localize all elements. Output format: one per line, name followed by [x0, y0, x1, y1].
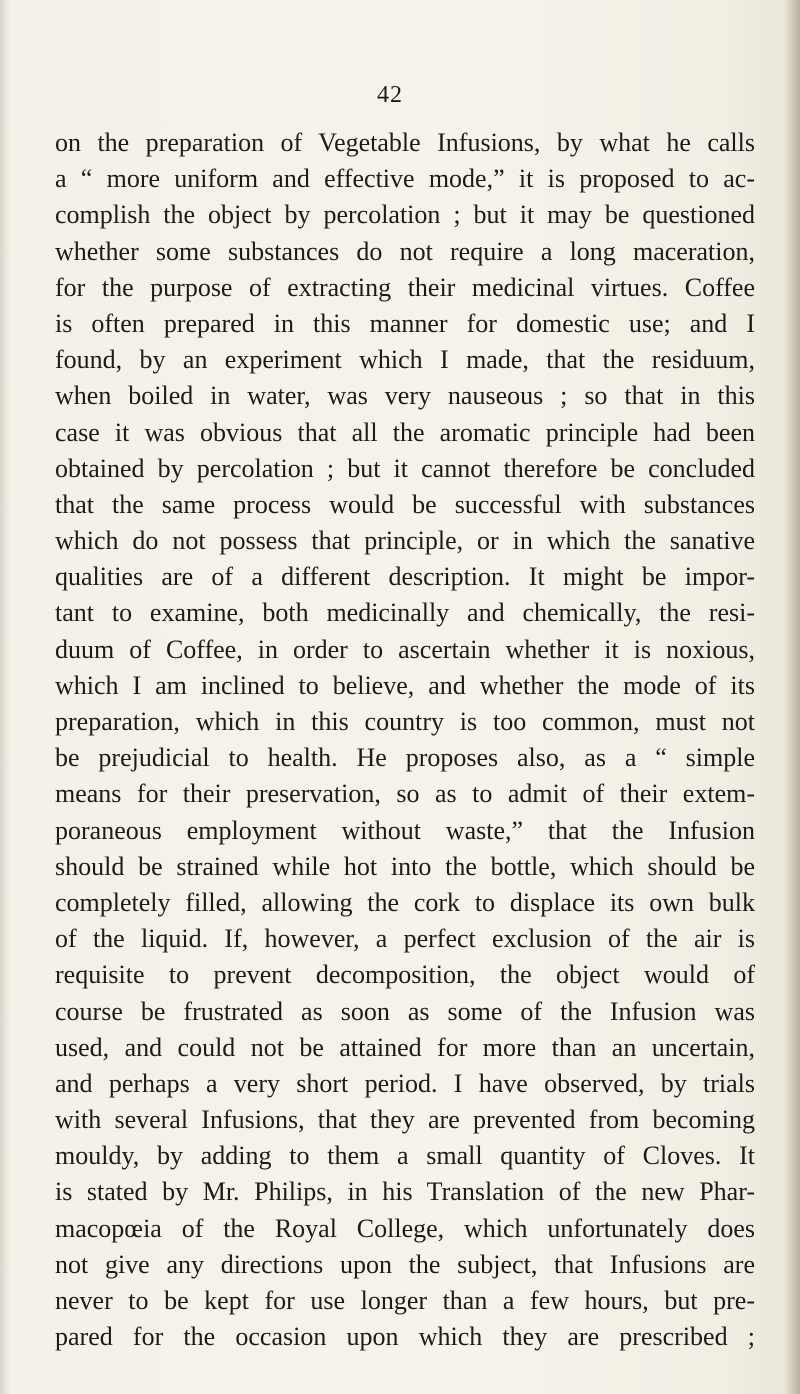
text-line: course be frustrated as soon as some of the Infusion was	[55, 996, 755, 1026]
body-text	[55, 125, 755, 1355]
text-line: should be strained while hot into the bottle, which should be	[55, 851, 755, 881]
text-line: is often prepared in this manner for domestic use; and I	[55, 308, 755, 338]
text-line: that the same process would be successful with substances	[55, 489, 755, 519]
text-line: qualities are of a different description. It might be impor-	[55, 562, 755, 592]
text-line: completely filled, allowing the cork to displace its own bulk	[55, 887, 755, 917]
text-line: case it was obvious that all the aromatic principle had been	[55, 417, 755, 447]
text-line: macopœia of the Royal College, which unfortunately does	[55, 1213, 755, 1243]
text-line: which do not possess that principle, or in which the sanative	[55, 526, 755, 556]
text-line: is stated by Mr. Philips, in his Translation of the new Phar-	[55, 1177, 755, 1207]
text-line: which I am inclined to believe, and whether the mode of its	[55, 670, 755, 700]
text-line: pared for the occasion upon which they are prescribed ;	[55, 1322, 755, 1352]
text-line: with several Infusions, that they are prevented from becoming	[55, 1105, 755, 1135]
text-line: used, and could not be attained for more than an uncertain,	[55, 1032, 755, 1062]
text-line: poraneous employment without waste,” that the Infusion	[55, 815, 755, 845]
text-line: found, by an experiment which I made, that the residuum,	[55, 345, 755, 375]
text-line: preparation, which in this country is too common, must not	[55, 707, 755, 736]
text-line: of the liquid. If, however, a perfect exclusion of the air is	[55, 924, 755, 954]
text-line: and perhaps a very short period. I have observed, by trials	[55, 1068, 755, 1098]
text-line: be prejudicial to health. He proposes also, as a “ simple	[55, 743, 755, 773]
text-line: mouldy, by adding to them a small quantity of Cloves. It	[55, 1141, 755, 1171]
text-line: means for their preservation, so as to admit of their extem-	[55, 779, 755, 809]
text-line: when boiled in water, was very nauseous ; so that in this	[55, 381, 755, 411]
text-line: whether some substances do not require a long maceration,	[55, 236, 755, 266]
text-line: duum of Coffee, in order to ascertain whether it is noxious,	[55, 634, 755, 664]
page-edge-shadow	[784, 0, 800, 1394]
text-line: requisite to prevent decomposition, the object would of	[55, 960, 755, 990]
text-line: obtained by percolation ; but it cannot therefore be concluded	[55, 453, 755, 483]
text-line: for the purpose of extracting their medicinal virtues. Coffee	[55, 272, 755, 302]
text-line: on the preparation of Vegetable Infusions, by what he calls	[55, 128, 755, 157]
text-line: never to be kept for use longer than a few hours, but pre-	[55, 1286, 755, 1315]
text-line: complish the object by percolation ; but it may be questioned	[55, 200, 755, 230]
text-line: tant to examine, both medicinally and chemically, the resi-	[55, 598, 755, 628]
page-number: 42	[377, 82, 403, 108]
page-gutter-shadow	[0, 0, 10, 1394]
text-line: a “ more uniform and effective mode,” it is proposed to ac-	[55, 164, 755, 194]
text-line: not give any directions upon the subject, that Infusions are	[55, 1249, 755, 1279]
